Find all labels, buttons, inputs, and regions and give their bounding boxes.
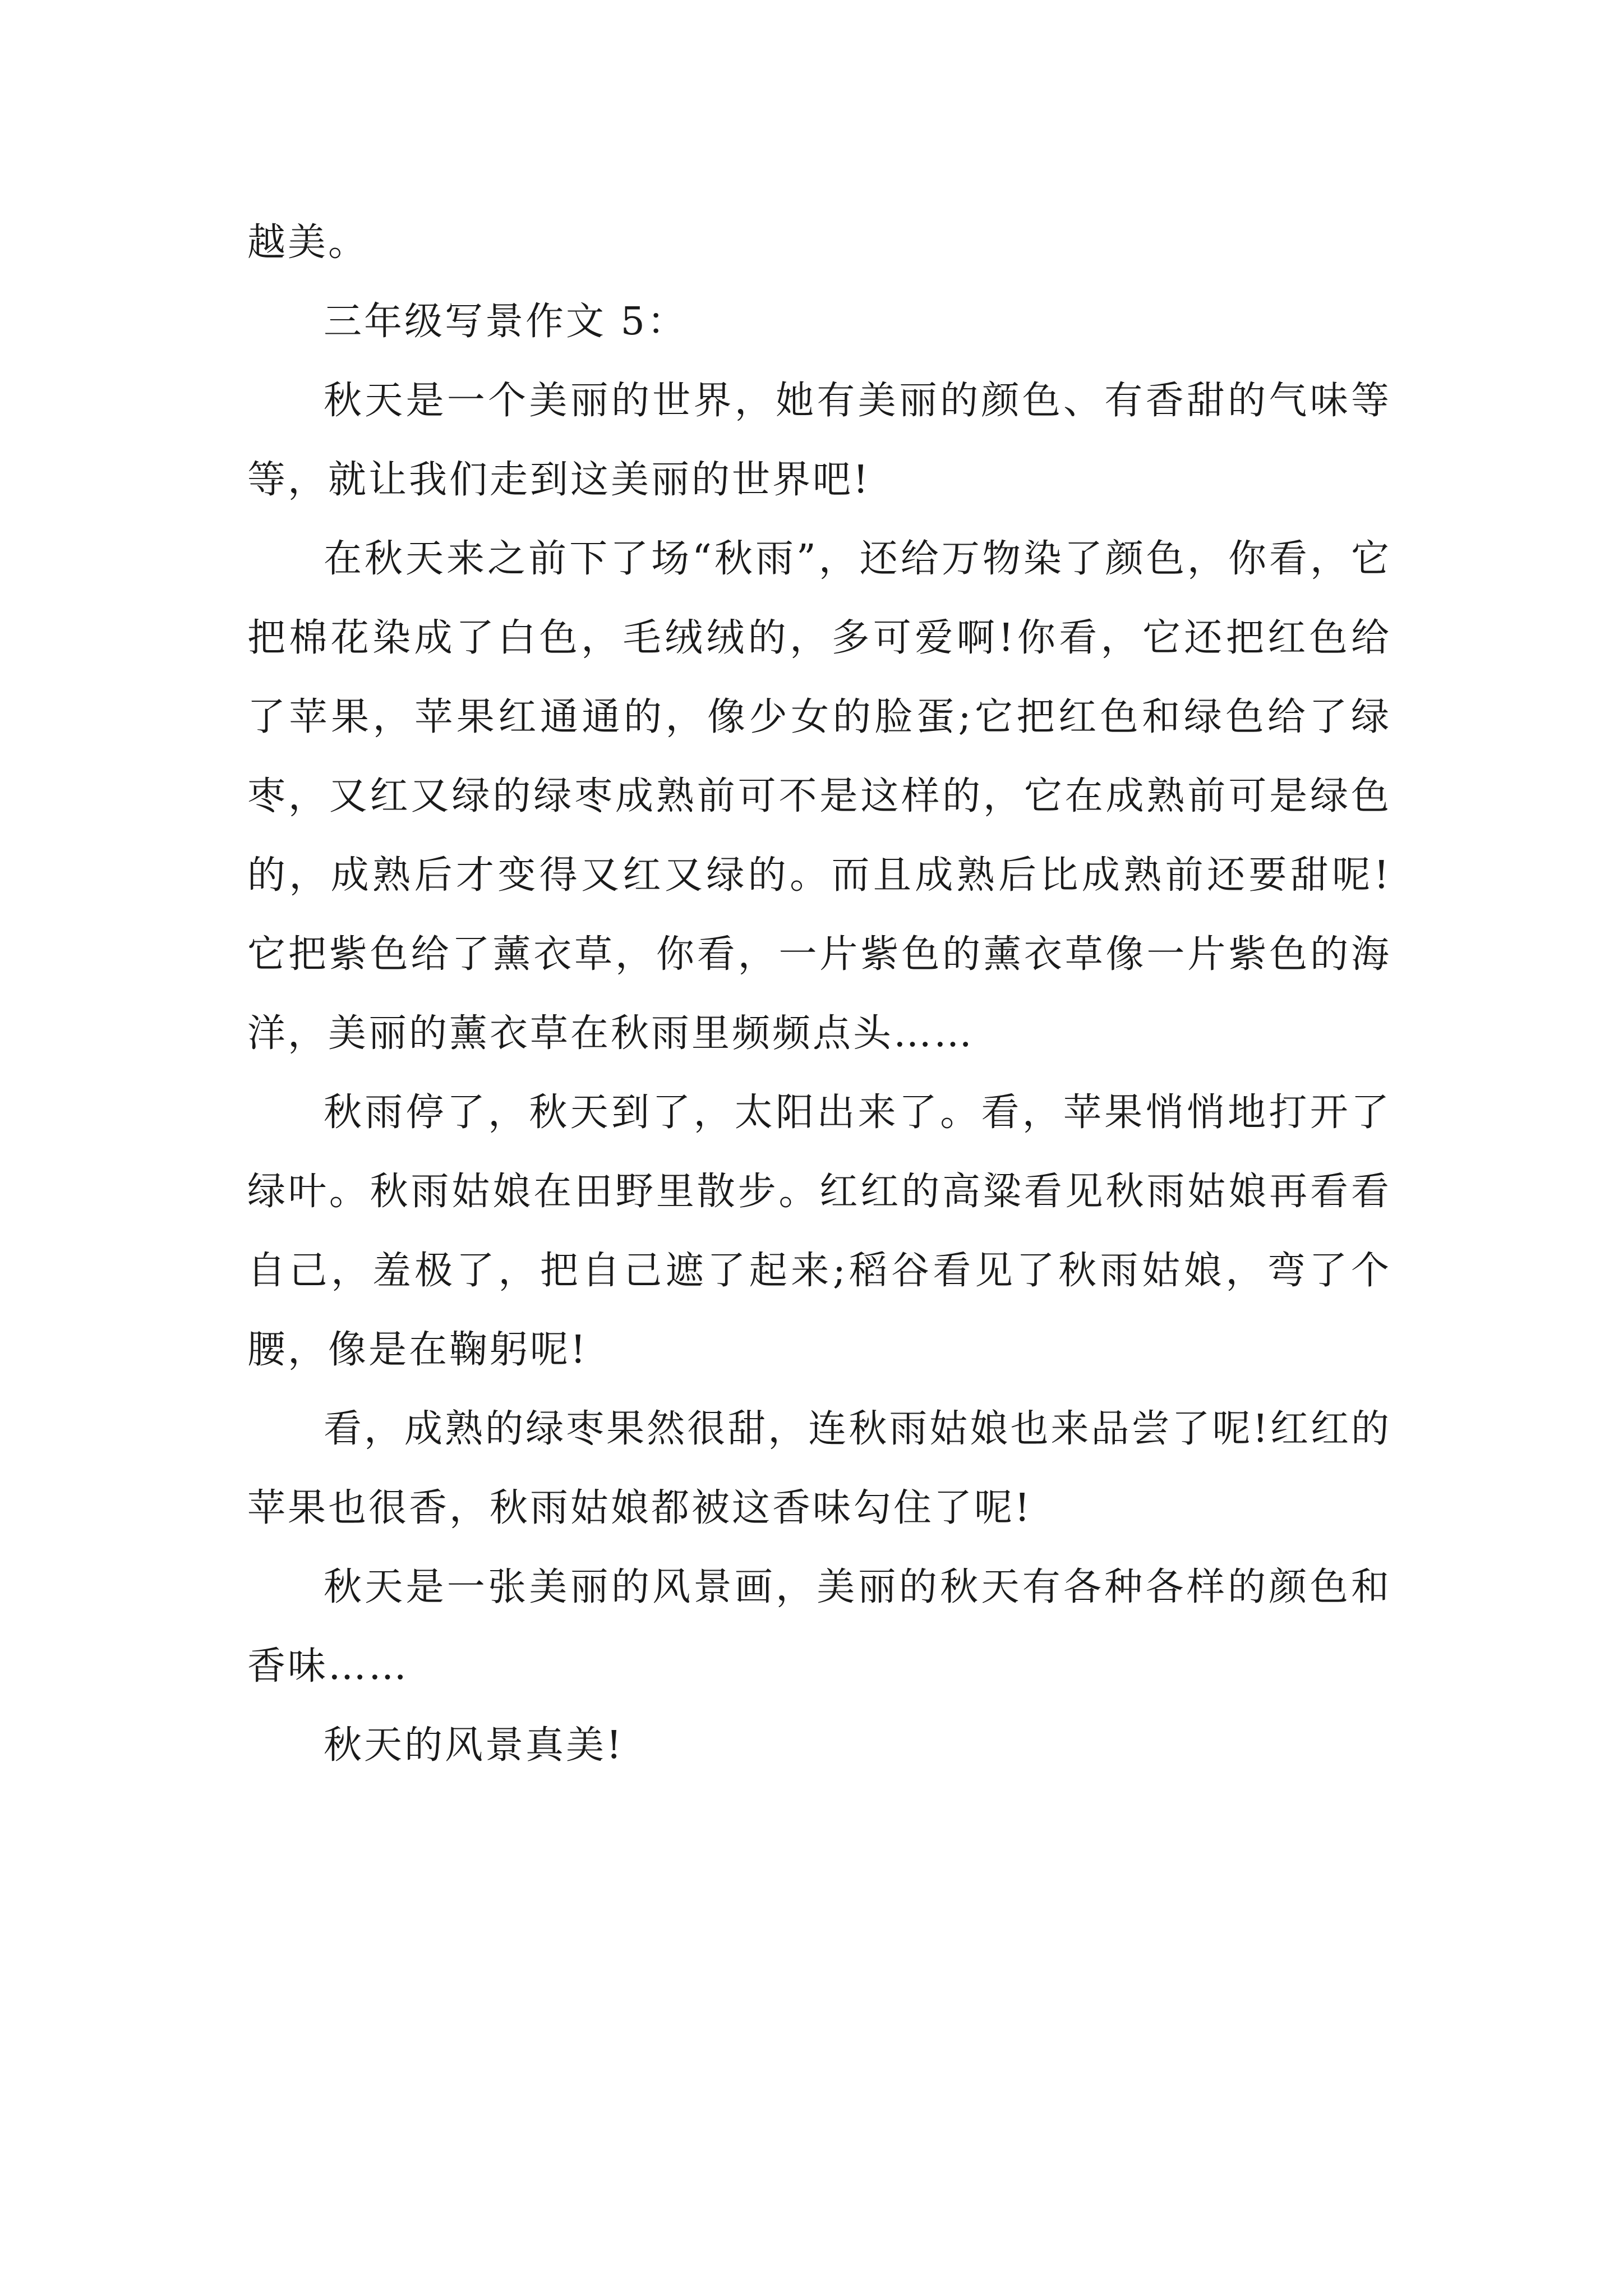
paragraph-2-heading: 三年级写景作文 5： <box>324 300 688 344</box>
paragraph-5: 秋雨停了，秋天到了，太阳出来了。看，苹果悄悄地打开了绿叶。秋雨姑娘在田野里散步。红红的高粱看见秋雨姑娘再看看自己，羞极了，把自己遮了起来;稻谷看见了秋雨姑娘，弯了个腰，像是在鞠躬呢! <box>247 1091 1391 1372</box>
paragraph-4: 在秋天来之前下了场“秋雨”，还给万物染了颜色，你看，它把棉花染成了白色，毛绒绒的，多可爱啊!你看，它还把红色给了苹果，苹果红通通的，像少女的脸蛋;它把红色和绿色给了绿枣，又红又绿的绿枣成熟前可不是这样的，它在成熟前可是绿色的，成熟后才变得又红又绿的。而且成熟后比成熟前还要甜呢!它把紫色给了薰衣草，你看，一片紫色的薰衣草像一片紫色的海洋，美丽的薰衣草在秋雨里频频点头…… <box>247 537 1392 1056</box>
paragraph-6: 看，成熟的绿枣果然很甜，连秋雨姑娘也来品尝了呢!红红的苹果也很香，秋雨姑娘都被这香味勾住了呢! <box>247 1407 1391 1530</box>
paragraph-7: 秋天是一张美丽的风景画，美丽的秋天有各种各样的颜色和香味…… <box>247 1565 1391 1688</box>
paragraph-1: 越美。 <box>247 220 369 265</box>
paragraph-3: 秋天是一个美丽的世界，她有美丽的颜色、有香甜的气味等等，就让我们走到这美丽的世界吧! <box>247 379 1391 502</box>
paragraph-8: 秋天的风景真美! <box>324 1723 624 1768</box>
essay-body <box>247 203 1391 1785</box>
